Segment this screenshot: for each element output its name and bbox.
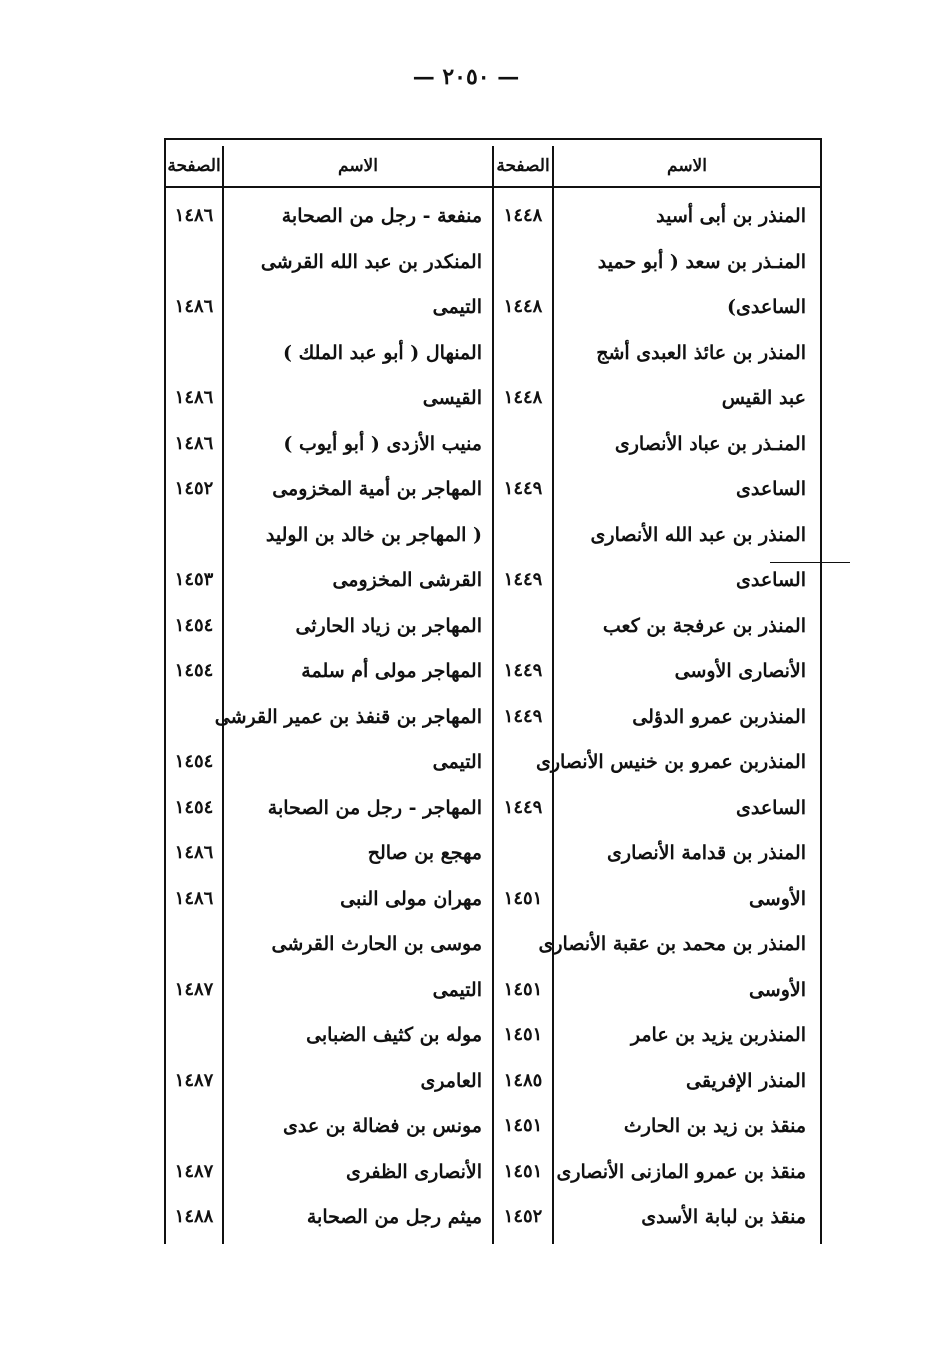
index-entry-name: منقذ بن عمرو المازنى الأنصارى <box>556 1160 806 1183</box>
index-entry-page: ١٤٤٨ <box>503 387 543 408</box>
index-entry-name: المنذر بن قدامة الأنصارى <box>607 842 806 864</box>
right-name-header: الاسم <box>667 156 707 176</box>
index-entry-name: المنذر بن عائذ العبدى أشج <box>596 341 806 364</box>
index-entry-page: ١٤٨٦ <box>174 205 214 226</box>
index-entry-page <box>166 1015 222 1055</box>
index-entry-page: ١٤٨٧ <box>174 978 214 1000</box>
index-entry-page <box>166 333 222 373</box>
right-page-column <box>494 138 552 1244</box>
index-entry-page: ١٤٤٩ <box>503 796 543 818</box>
index-entry-name: الأنصارى الأوسى <box>674 660 806 682</box>
index-entry-name: المنذر بن أبى أسيد <box>656 205 806 227</box>
index-entry-name: التيمى <box>432 296 482 318</box>
index-entry-page <box>166 242 222 282</box>
index-entry-page: ١٤٤٨ <box>503 296 543 317</box>
index-entry-page: ١٤٥١ <box>503 887 543 909</box>
index-entry-name: ( المهاجر بن خالد بن الوليد <box>265 523 482 546</box>
index-entry-page: ١٤٨٥ <box>503 1069 543 1091</box>
index-entry-name: المنذربن يزيد بن عامر <box>630 1024 806 1046</box>
index-entry-page: ١٤٨٦ <box>174 432 214 454</box>
index-entry-page: ١٤٥٢ <box>174 478 214 499</box>
index-entry-name: منيب الأزدى ( أبو أيوب ) <box>283 432 482 455</box>
index-entry-name: العامرى <box>420 1069 482 1092</box>
index-entry-name: المنـذر بن سعد ( أبو حميد <box>597 250 806 273</box>
index-entry-name: ميثم رجل من الصحابة <box>306 1206 482 1228</box>
index-entry-name: القيسى <box>422 387 482 409</box>
index-entry-name: منقذ بن زيد بن الحارث <box>623 1115 806 1137</box>
right-name-column <box>535 138 816 1244</box>
page-number: — ٢٠٥٠ — <box>412 64 520 90</box>
index-entry-page <box>166 924 222 964</box>
index-entry-name: الأنصارى الظفرى <box>346 1160 482 1183</box>
index-entry-name: موله بن كثيف الضبابى <box>306 1024 482 1046</box>
index-entry-page: ١٤٥٤ <box>174 614 214 636</box>
index-entry-name: الساعدى) <box>727 296 806 318</box>
index-entry-page: ١٤٥٤ <box>174 660 214 681</box>
left-page-column <box>166 138 222 1244</box>
index-entry-name: الساعدى <box>736 569 806 591</box>
index-entry-page <box>494 606 552 646</box>
index-entry-page: ١٤٤٩ <box>503 569 543 590</box>
index-entry-page: ١٤٨٦ <box>174 887 214 909</box>
left-name-header: الاسم <box>338 156 378 176</box>
index-entry-page <box>494 833 552 873</box>
index-entry-name: الساعدى <box>736 478 806 500</box>
index-entry-page: ١٤٥٢ <box>503 1206 543 1227</box>
index-entry-page <box>494 515 552 555</box>
index-entry-name: المهاجر مولى أم سلمة <box>301 660 482 682</box>
index-entry-page: ١٤٤٩ <box>503 478 543 499</box>
index-entry-name: المنذربن عمرو الدؤلى <box>632 705 806 728</box>
index-entry-page: ١٤٥٣ <box>174 569 214 590</box>
index-entry-page: ١٤٨٨ <box>174 1206 214 1227</box>
index-entry-page <box>494 242 552 282</box>
index-entry-name: المنذر بن عرفجة بن كعب <box>602 614 806 637</box>
index-entry-page: ١٤٤٩ <box>503 660 543 681</box>
index-entry-page: ١٤٨٧ <box>174 1160 214 1182</box>
index-entry-page <box>494 333 552 373</box>
right-page-header: الصفحة <box>496 156 550 176</box>
index-entry-page <box>494 742 552 782</box>
index-entry-name: مونس بن فضالة بن عدى <box>283 1115 482 1137</box>
left-name-column <box>214 138 492 1244</box>
index-entry-name: المنذر بن محمد بن عقبة الأنصارى <box>538 933 806 955</box>
index-entry-name: موسى بن الحارث القرشى <box>271 933 482 955</box>
index-entry-name: المنهال ( أبو عبد الملك ) <box>283 341 482 364</box>
index-entry-page: ١٤٤٩ <box>503 705 543 727</box>
index-entry-name: المهاجر بن قنفذ بن عمير القرشى <box>214 705 482 728</box>
index-entry-name: المنذر بن عبد الله الأنصارى <box>590 523 806 546</box>
index-entry-name: منقذ بن لبابة الأسدى <box>641 1206 806 1228</box>
index-entry-page <box>494 424 552 464</box>
index-entry-page: ١٤٥١ <box>503 978 543 1000</box>
index-entry-name: مهران مولى النبى <box>340 887 482 910</box>
index-entry-name: عبد القيس <box>721 387 806 409</box>
index-entry-page: ١٤٨٦ <box>174 296 214 317</box>
index-entry-page: ١٤٨٦ <box>174 842 214 863</box>
index-entry-name: الأوسى <box>748 978 806 1001</box>
index-entry-name: المهاجر بن زياد الحارثى <box>295 614 482 637</box>
index-entry-page: ١٤٨٧ <box>174 1069 214 1091</box>
index-entry-name: التيمى <box>432 978 482 1001</box>
index-entry-name: مهجع بن صالح <box>367 842 482 864</box>
index-entry-page: ١٤٥١ <box>503 1024 543 1045</box>
index-entry-name: الأوسى <box>748 887 806 910</box>
index-entry-page: ١٤٥١ <box>503 1115 543 1136</box>
index-entry-page <box>166 515 222 555</box>
index-entry-page: ١٤٥١ <box>503 1160 543 1182</box>
index-entry-page: ١٤٨٦ <box>174 387 214 408</box>
index-entry-page <box>166 697 222 737</box>
index-entry-name: منفعة - رجل من الصحابة <box>281 205 482 227</box>
index-entry-name: التيمى <box>432 751 482 773</box>
index-entry-page <box>166 1106 222 1146</box>
index-entry-page: ١٤٥٤ <box>174 796 214 818</box>
index-entry-name: القرشى المخزومى <box>332 569 482 591</box>
index-entry-name: المنذر الإفريقى <box>686 1069 806 1092</box>
index-entry-name: المنذربن عمرو بن خنيس الأنصارى <box>535 751 806 773</box>
index-entry-name: المنـذر بن عباد الأنصارى <box>614 432 806 455</box>
index-entry-name: الساعدى <box>736 796 806 819</box>
index-entry-name: المهاجر بن أمية المخزومى <box>272 478 482 500</box>
index-entry-page: ١٤٤٨ <box>503 205 543 226</box>
index-entry-name: المهاجر - رجل من الصحابة <box>267 796 482 819</box>
index-entry-name: المنكدر بن عبد الله القرشى <box>260 250 482 273</box>
index-entry-page <box>494 924 552 964</box>
index-entry-page: ١٤٥٤ <box>174 751 214 772</box>
index-table <box>164 138 822 1244</box>
left-page-header: الصفحة <box>167 156 221 176</box>
frame-right-rule <box>820 138 822 1244</box>
margin-mark <box>770 562 850 563</box>
